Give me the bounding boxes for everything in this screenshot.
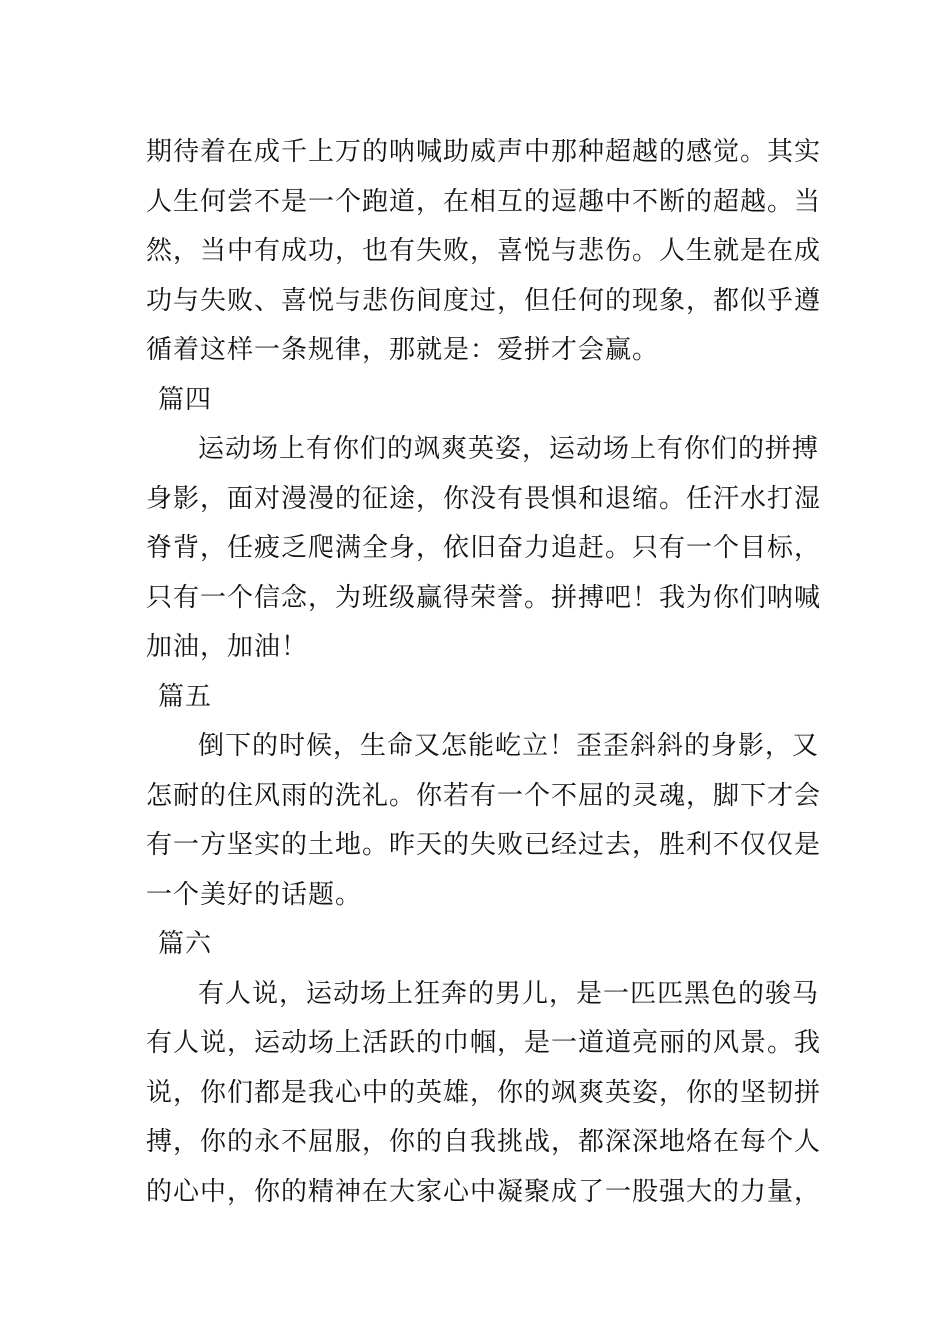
paragraph-line: 怎耐的住风雨的洗礼。你若有一个不屈的灵魂，脚下才会 xyxy=(146,780,822,811)
paragraph-line: 运动场上有你们的飒爽英姿，运动场上有你们的拼搏 xyxy=(198,434,820,464)
paragraph-line: 加油，加油！ xyxy=(146,632,309,662)
paragraph-line: 有一方坚实的土地。昨天的失败已经过去，胜利不仅仅是 xyxy=(146,830,822,860)
paragraph-line: 一个美好的话题。 xyxy=(146,879,363,910)
paragraph-line: 期待着在成千上万的呐喊助威声中那种超越的感觉。其实 xyxy=(146,137,822,167)
section-heading: 篇五 xyxy=(158,681,213,712)
paragraph-line: 有人说，运动场上活跃的巾帼，是一道道亮丽的风景。我 xyxy=(146,1028,822,1058)
paragraph-line: 说，你们都是我心中的英雄，你的飒爽英姿，你的坚韧拼 xyxy=(146,1077,822,1108)
paragraph-line: 循着这样一条规律，那就是：爱拼才会赢。 xyxy=(146,335,660,365)
section-heading: 篇四 xyxy=(158,384,213,415)
paragraph-line: 的心中，你的精神在大家心中凝聚成了一股强大的力量， xyxy=(146,1176,822,1207)
section-heading: 篇六 xyxy=(158,929,213,959)
paragraph-line: 倒下的时候，生命又怎能屹立！歪歪斜斜的身影，又 xyxy=(198,731,820,761)
paragraph-line: 然，当中有成功，也有失败，喜悦与悲伤。人生就是在成 xyxy=(146,236,822,266)
paragraph-line: 功与失败、喜悦与悲伤间度过，但任何的现象，都似乎遵 xyxy=(146,285,822,316)
paragraph-line: 搏，你的永不屈服，你的自我挑战，都深深地烙在每个人 xyxy=(146,1127,822,1157)
paragraph-line: 只有一个信念，为班级赢得荣誉。拼搏吧！我为你们呐喊 xyxy=(146,582,822,613)
paragraph-line: 有人说，运动场上狂奔的男儿，是一匹匹黑色的骏马 xyxy=(198,978,820,1009)
paragraph-line: 身影，面对漫漫的征途，你没有畏惧和退缩。任汗水打湿 xyxy=(146,483,822,514)
paragraph-line: 脊背，任疲乏爬满全身，依旧奋力追赶。只有一个目标， xyxy=(146,533,822,563)
document-body xyxy=(146,128,822,1217)
paragraph-line: 人生何尝不是一个跑道，在相互的逗趣中不断的超越。当 xyxy=(146,186,822,217)
